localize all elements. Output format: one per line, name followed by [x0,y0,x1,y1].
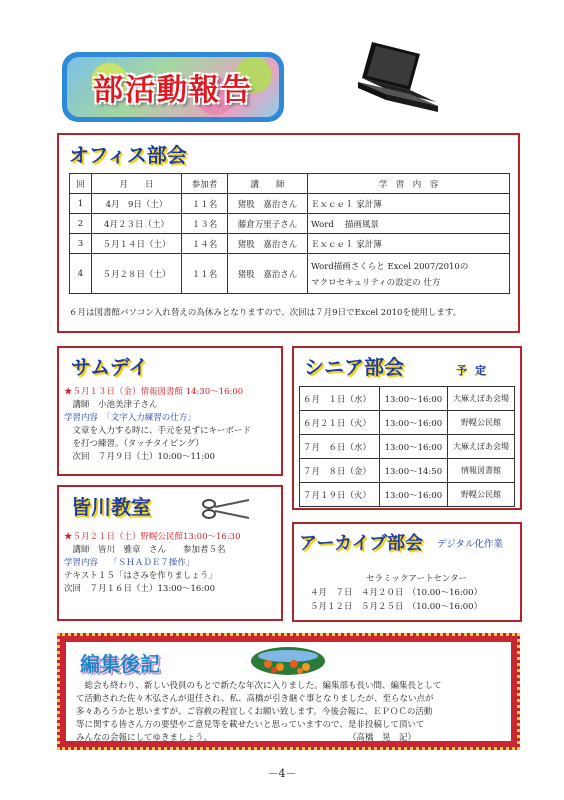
cell-date: ６月 １日（水） [300,387,380,411]
table-row [300,483,515,507]
editorial-body [76,680,504,745]
cell-date: ５月１４日（土） [92,234,182,254]
archive-subtitle: デジタル化作業 [437,539,503,550]
cell-place: 大麻えぽあ会場 [448,435,515,459]
cell-date: 4月２３日（土） [92,214,182,234]
content-line: Word描画さくらと Excel 2007/2010の [311,261,469,272]
cell-place: 野幌公民館 [448,483,515,507]
minagawa-line: テキスト１５「はさみを作りましょう」 [64,571,217,581]
cell-time: 13:00～16:00 [379,387,447,411]
office-title: オフィス部会 [69,143,187,167]
cell-date: ７月１９日（火） [300,483,380,507]
cell-teacher: 藤倉万里子さん [228,214,308,234]
flowers-icon [250,646,326,676]
page-number: －4－ [267,767,297,780]
table-row [300,387,515,411]
editorial-section [57,633,520,750]
cell-count: １３名 [182,214,228,234]
cell-time: 13:00～14:50 [379,459,447,483]
editorial-line: 総会も終わり、新しい役員のもとで新たな年次に入りました。編集部も長い間、編集長として [76,681,442,691]
editorial-line: 多々あろうかと思いますが、ご容赦の程宜しくお願い致します。今後会報に、ＥＰＯＣの活動 [76,707,433,717]
cell-place: 大麻えぽあ会場 [448,387,515,411]
table-header-row [70,174,510,194]
header-cell: 講 師 [228,174,308,194]
page-title: 部活動報告 [93,73,253,108]
archive-row: ５月１２日 ５月２５日 （10.00～16:00） [310,602,483,612]
cell-date: ５月２８日（土） [92,254,182,294]
samdei-line: 次回 ７月９日（土）10:00～11:00 [64,452,215,462]
archive-section [292,522,522,622]
samdei-line: 学習内容 「文字入力練習の仕方」 [64,413,196,423]
samdei-section [57,346,283,476]
office-note: ６月は図書館パソコン入れ替えの為休みとなりますので、次回は７月9日でExcel 2010を使用します。 [69,308,462,318]
editorial-title: 編集後記 [80,652,160,676]
editorial-line: て活動された佐々木弘さんが退任され、私、高橋が引き継ぐ事となりましたが、至らない点が [76,694,434,704]
cell-date: ６月２１日（火） [300,411,380,435]
senior-schedule-table [299,386,515,507]
cell-content: Ｅｘｃｅｌ 家計簿 [308,194,510,214]
cell-content: Ｅｘｃｅｌ 家計簿 [308,234,510,254]
senior-schedule-label: 予定 [456,364,494,377]
table-row [70,234,510,254]
cell-no: 1 [70,194,92,214]
cell-teacher: 猪股 嘉治さん [228,254,308,294]
samdei-line: ★５月１３日（金）情報図書館 14:30～16:00 [64,387,244,397]
cell-content: Word 描画風景 [308,214,510,234]
header-cell: 学 習 内 容 [308,174,510,194]
cell-no: 2 [70,214,92,234]
samdei-line: を打つ練習。（タッチタイピング） [64,439,204,449]
scissors-icon [201,497,251,521]
cell-content [308,254,510,294]
content-line: マクロセキュリティの設定の 仕方 [311,277,441,288]
table-row [70,254,510,294]
office-section [57,133,520,333]
cell-no: 4 [70,254,92,294]
samdei-line: 文章を入力する時に、手元を見ずにキーボード [64,426,252,436]
header-cell: 回 [70,174,92,194]
cell-date: ７月 ８日（金） [300,459,380,483]
cell-count: １１名 [182,194,228,214]
header-cell: 参加者 [182,174,228,194]
cell-time: 13:00～16:00 [379,483,447,507]
cell-date: 4月 9日（土） [92,194,182,214]
cell-date: ７月 ６日（水） [300,435,380,459]
minagawa-line: ★５月２１日（土）野幌公民館13:00～16:30 [64,532,241,542]
cell-no: 3 [70,234,92,254]
senior-title: シニア部会 [304,355,404,379]
archive-title: アーカイブ部会 [299,533,424,554]
table-row [70,214,510,234]
table-row [70,194,510,214]
archive-venue: セラミックアートセンター [366,574,467,584]
laptop-icon [350,40,440,120]
minagawa-title: 皆川教室 [71,495,151,519]
banner-flower-background [67,57,279,117]
cell-teacher: 猪股 嘉治さん [228,194,308,214]
minagawa-line: 学習内容 「ＳＨＡＤＥ７操作」 [64,558,195,568]
archive-row: ４月 ７日 ４月２０日 （10.00～16:00） [310,588,483,598]
cell-time: 13:00～16:00 [379,435,447,459]
table-row [300,459,515,483]
samdei-body [64,386,251,464]
minagawa-body [64,531,241,596]
cell-place: 野幌公民館 [448,411,515,435]
cell-count: １４名 [182,234,228,254]
table-row [300,411,515,435]
samdei-title: サムデイ [71,355,149,379]
minagawa-section [57,485,283,621]
editorial-line: 等に関する皆さん方の要望やご意見等を載せたいと思っていますので、是非投稿して頂いて [76,720,425,730]
samdei-line: 講師 小池美津子さん [64,400,158,410]
cell-place: 情報図書館 [448,459,515,483]
header-cell: 月 日 [92,174,182,194]
office-schedule-table [69,173,510,294]
minagawa-line: 講師 皆川 雅章 さん 参加者５名 [64,545,226,555]
table-row [300,435,515,459]
cell-teacher: 猪股 嘉治さん [228,234,308,254]
cell-time: 13:00～16:00 [379,411,447,435]
editorial-line: みんなの会報にしてゆきましょう。 （高橋 晃 記） [76,733,417,743]
senior-section [292,346,522,510]
minagawa-line: 次回 ７月１６日（土）13:00～16:00 [64,584,215,594]
header-banner [62,52,284,122]
cell-count: １１名 [182,254,228,294]
